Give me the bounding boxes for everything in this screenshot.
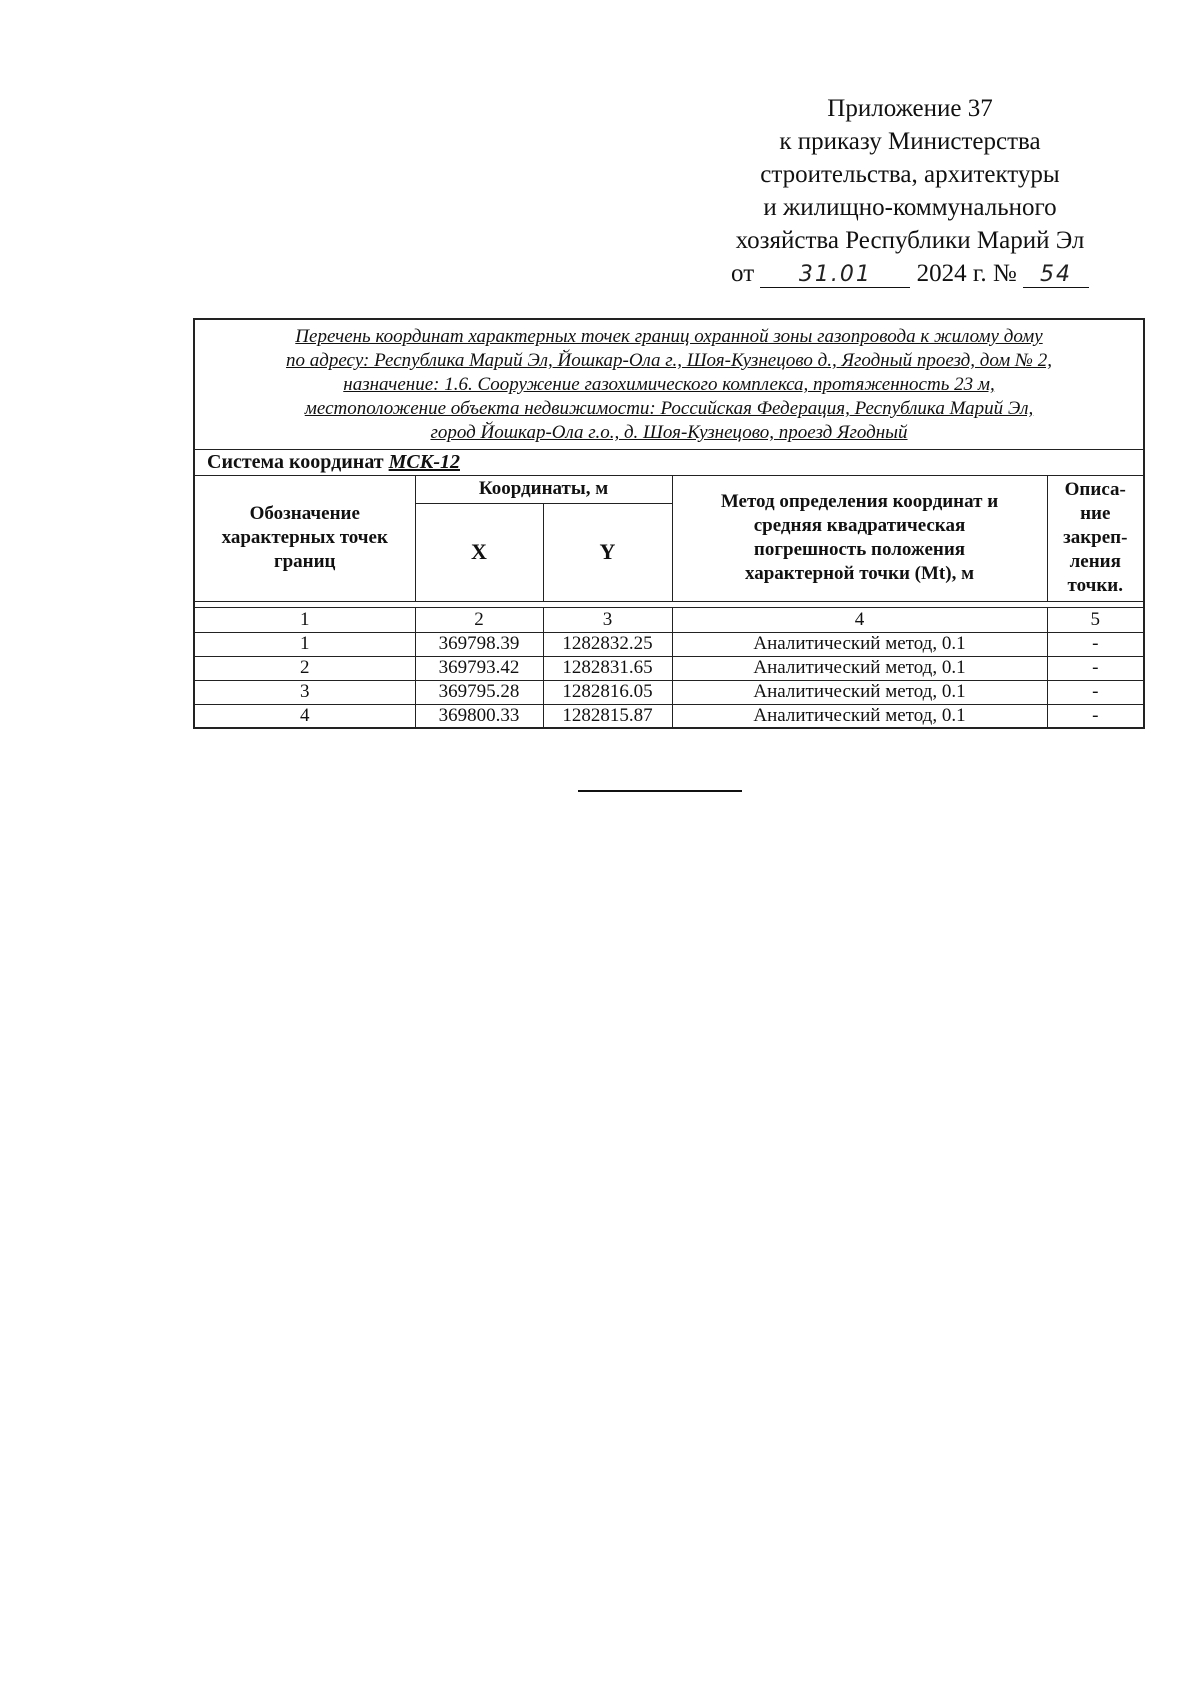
- header-line-2: к приказу Министерства: [779, 128, 1041, 155]
- header-description: [1047, 475, 1144, 601]
- method-value: Аналитический метод, 0.1: [672, 656, 1047, 680]
- coordinate-system-row: [194, 449, 1144, 475]
- point-number: 1: [194, 632, 415, 656]
- header-point-line-2: характерных точек: [221, 527, 388, 548]
- header-y: Y: [543, 503, 672, 601]
- y-coordinate: 1282816.05: [543, 680, 672, 704]
- y-coordinate: 1282832.25: [543, 632, 672, 656]
- coordinates-table: [193, 318, 1145, 729]
- header-desc-line-5: точки.: [1067, 575, 1123, 596]
- x-coordinate: 369793.42: [415, 656, 543, 680]
- description-value: -: [1047, 632, 1144, 656]
- header-desc-line-3: закреп-: [1063, 527, 1128, 548]
- description-value: -: [1047, 656, 1144, 680]
- header-x: X: [415, 503, 543, 601]
- order-date-line: [690, 257, 1130, 290]
- y-coordinate: 1282815.87: [543, 704, 672, 728]
- caption-line-5: город Йошкар-Ола г.о., д. Шоя-Кузнецово, проезд Ягодный: [430, 422, 908, 444]
- point-number: 2: [194, 656, 415, 680]
- header-method-line-1: Метод определения координат и: [720, 491, 999, 512]
- method-value: Аналитический метод, 0.1: [672, 680, 1047, 704]
- table-row: [194, 632, 1144, 656]
- column-number: 3: [543, 607, 672, 632]
- date-prefix: от: [731, 260, 755, 287]
- column-number: 1: [194, 607, 415, 632]
- header-line-4: и жилищно-коммунального: [763, 194, 1057, 221]
- header-desc-line-1: Описа-: [1064, 479, 1126, 500]
- y-coordinate: 1282831.65: [543, 656, 672, 680]
- header-line-3: строительства, архитектуры: [760, 161, 1060, 188]
- appendix-header: [690, 92, 1130, 290]
- header-line-5: хозяйства Республики Марий Эл: [735, 227, 1085, 254]
- table-row: [194, 704, 1144, 728]
- column-number: 2: [415, 607, 543, 632]
- caption-line-2: по адресу: Республика Марий Эл, Йошкар-Ола г., Шоя-Кузнецово д., Ягодный проезд, дом № 2,: [286, 350, 1052, 372]
- x-coordinate: 369800.33: [415, 704, 543, 728]
- coordinate-system-label: Система координат: [207, 451, 384, 473]
- header-method-line-3: погрешность положения: [753, 539, 966, 560]
- coordinate-system-value: МСК-12: [388, 451, 460, 473]
- column-number: 4: [672, 607, 1047, 632]
- point-number: 3: [194, 680, 415, 704]
- header-method-line-4: характерной точки (Mt), м: [744, 563, 975, 584]
- x-coordinate: 369798.39: [415, 632, 543, 656]
- header-line-1: Приложение 37: [827, 95, 993, 122]
- description-value: -: [1047, 704, 1144, 728]
- point-number: 4: [194, 704, 415, 728]
- table-row: [194, 680, 1144, 704]
- handwritten-order-number: 54: [1023, 263, 1089, 288]
- header-point-line-3: границ: [273, 551, 336, 572]
- method-value: Аналитический метод, 0.1: [672, 704, 1047, 728]
- column-number-row: [194, 607, 1144, 632]
- description-value: -: [1047, 680, 1144, 704]
- header-point-designation: [194, 475, 415, 601]
- caption-line-4: местоположение объекта недвижимости: Российская Федерация, Республика Марий Эл,: [304, 398, 1034, 420]
- handwritten-date: 31.01: [760, 263, 910, 288]
- caption-line-1: Перечень координат характерных точек границ охранной зоны газопровода к жилому дому: [295, 326, 1043, 348]
- table-row: [194, 656, 1144, 680]
- caption-line-3: назначение: 1.6. Сооружение газохимического комплекса, протяженность 23 м,: [343, 374, 995, 396]
- header-desc-line-2: ние: [1080, 503, 1111, 524]
- column-number: 5: [1047, 607, 1144, 632]
- table-caption: [194, 319, 1144, 449]
- x-coordinate: 369795.28: [415, 680, 543, 704]
- header-coordinates: Координаты, м: [415, 475, 672, 503]
- header-method-line-2: средняя квадратическая: [753, 515, 966, 536]
- header-desc-line-4: ления: [1069, 551, 1121, 572]
- year-text: 2024 г. №: [916, 260, 1017, 287]
- header-method: [672, 475, 1047, 601]
- method-value: Аналитический метод, 0.1: [672, 632, 1047, 656]
- header-point-line-1: Обозначение: [249, 503, 360, 524]
- end-of-document-rule: [578, 790, 742, 792]
